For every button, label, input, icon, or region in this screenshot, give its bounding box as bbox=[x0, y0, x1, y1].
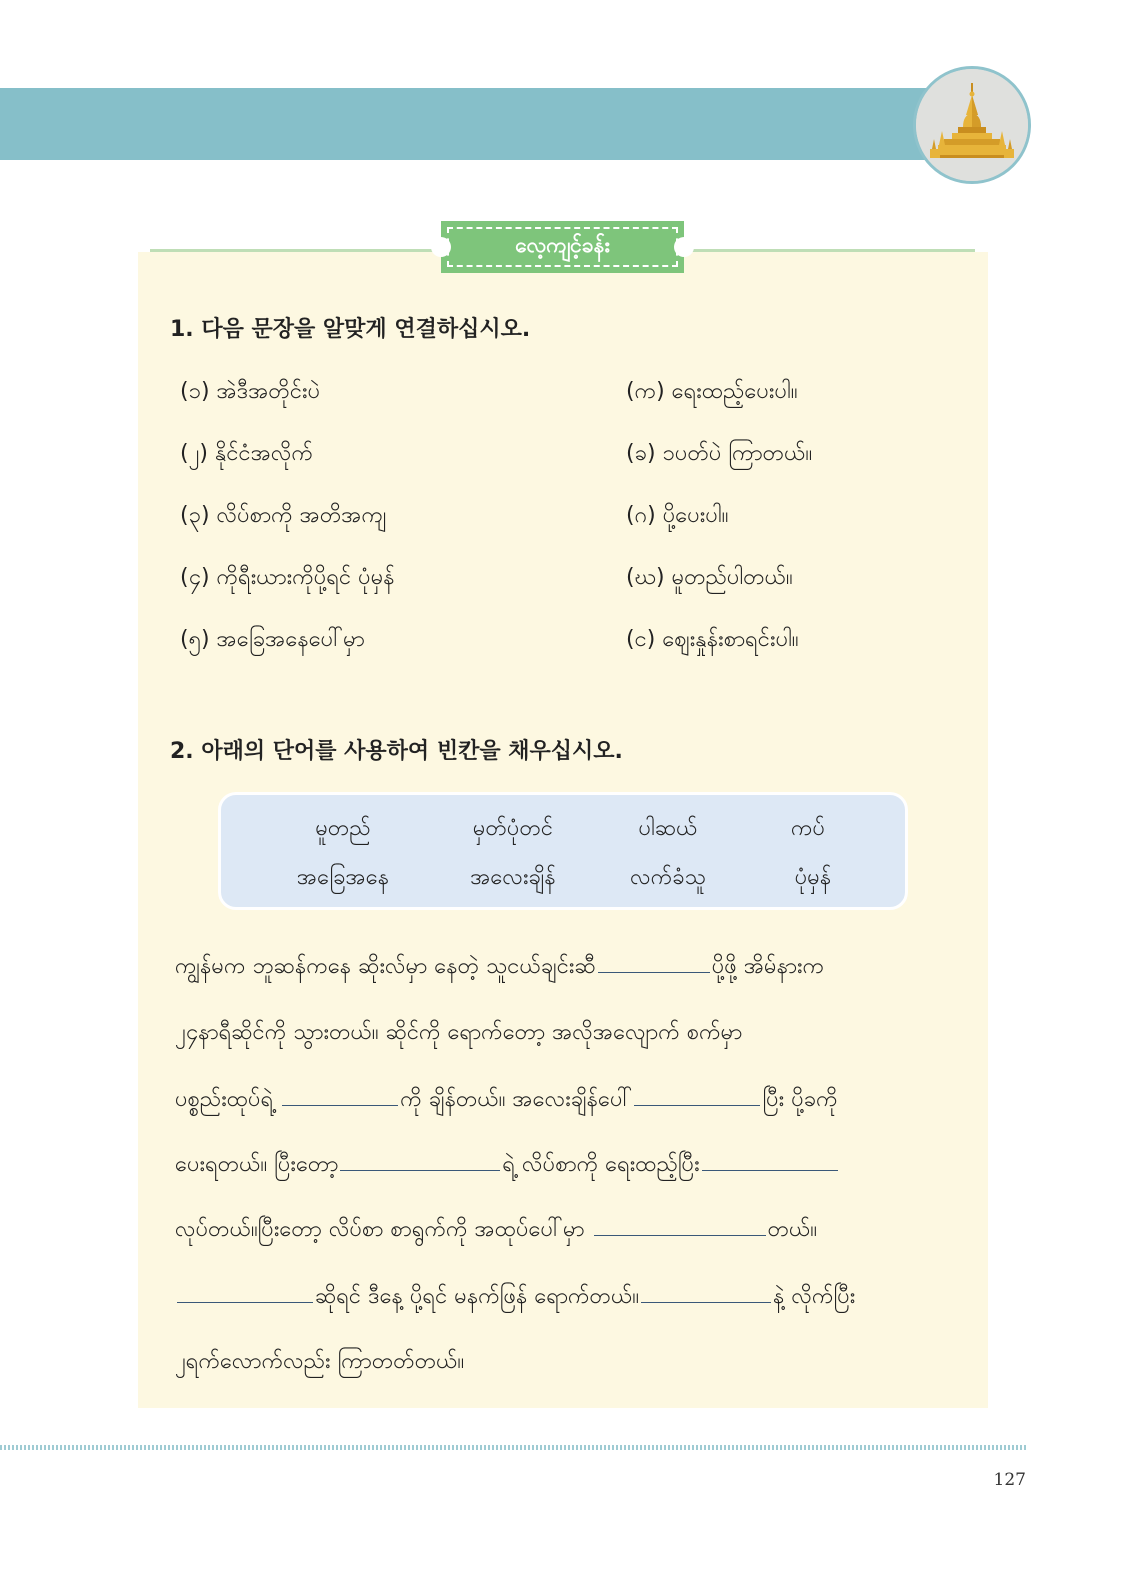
passage-line bbox=[175, 1148, 965, 1182]
header-banner bbox=[0, 88, 968, 160]
answer-blank bbox=[177, 1282, 313, 1303]
word-bank-item: အခြေအနေ bbox=[296, 865, 390, 890]
answer-blank bbox=[282, 1085, 398, 1106]
answer-blank bbox=[340, 1150, 500, 1171]
match-left-item: (၄) ကိုရီးယားကိုပို့ရင် ပုံမှန် bbox=[180, 565, 395, 590]
question1-heading: 1. 다음 문장을 알맞게 연결하십시오. bbox=[170, 317, 531, 342]
passage-line bbox=[175, 1213, 965, 1247]
passage-line bbox=[175, 1280, 965, 1314]
passage-text: ၂၄နာရီဆိုင်ကို သွားတယ်။ ဆိုင်ကို ရောက်တော့ အလိုအလျောက် စက်မှာ bbox=[175, 1020, 743, 1045]
passage-text: ကျွန်မက ဘူဆန်ကနေ ဆိုးလ်မှာ နေတဲ့ သူငယ်ချင်းဆီ bbox=[175, 954, 596, 979]
exercise-tag-label: လေ့ကျင့်ခန်း bbox=[447, 227, 678, 267]
pagoda-icon bbox=[916, 69, 1028, 181]
match-left-item: (၅) အခြေအနေပေါ်မှာ bbox=[180, 627, 365, 652]
passage-text: လုပ်တယ်။ပြီးတော့ လိပ်စာ စာရွက်ကို အထုပ်ပေါ်မှာ bbox=[175, 1217, 592, 1242]
word-bank-item: ပါဆယ် bbox=[638, 816, 698, 841]
passage-text: ပစ္စည်းထုပ်ရဲ့ bbox=[175, 1087, 281, 1112]
match-left-item: (၁) အဲဒီအတိုင်းပဲ bbox=[180, 379, 321, 404]
passage-text: ကို ချိန်တယ်။ အလေးချိန်ပေါ် bbox=[400, 1087, 633, 1112]
answer-blank bbox=[634, 1085, 760, 1106]
passage-text: ပေးရတယ်။ ပြီးတော့ bbox=[175, 1152, 339, 1177]
passage-text: ၂ရက်လောက်လည်း ကြာတတ်တယ်။ bbox=[175, 1349, 465, 1374]
passage-line bbox=[175, 1083, 965, 1117]
footer-dotted-rule bbox=[0, 1445, 1026, 1450]
page-number: 127 bbox=[993, 1470, 1026, 1490]
passage-text: ပြီး ပို့ခကို bbox=[762, 1087, 838, 1112]
passage-line bbox=[175, 950, 965, 984]
word-bank bbox=[218, 792, 908, 910]
match-left-item: (၃) လိပ်စာကို အတိအကျ bbox=[180, 503, 387, 528]
match-right-item: (က) ရေးထည့်ပေးပါ။ bbox=[626, 379, 798, 404]
passage-line bbox=[175, 1016, 965, 1050]
answer-blank bbox=[641, 1282, 771, 1303]
word-bank-item: လက်ခံသူ bbox=[630, 865, 706, 890]
passage-text: ရဲ့ လိပ်စာကို ရေးထည့်ပြီး bbox=[502, 1152, 700, 1177]
passage-text: ပို့ဖို့ အိမ်နားက bbox=[711, 954, 825, 979]
pagoda-emblem bbox=[913, 66, 1031, 184]
passage-text: နဲ့ လိုက်ပြီး bbox=[772, 1284, 856, 1309]
question2-heading: 2. 아래의 단어를 사용하여 빈칸을 채우십시오. bbox=[170, 739, 623, 764]
word-bank-item: ပုံမှန် bbox=[794, 865, 832, 890]
exercise-tag bbox=[441, 221, 684, 273]
match-right-item: (ဃ) မူတည်ပါတယ်။ bbox=[626, 565, 793, 590]
match-right-item: (ဂ) ပို့ပေးပါ။ bbox=[626, 503, 729, 528]
answer-blank bbox=[594, 1215, 766, 1236]
answer-blank bbox=[598, 952, 710, 973]
answer-blank bbox=[702, 1150, 838, 1171]
match-right-item: (ခ) ၁ပတ်ပဲ ကြာတယ်။ bbox=[626, 441, 813, 466]
word-bank-item: မှတ်ပုံတင် bbox=[472, 816, 554, 841]
word-bank-item: ကပ် bbox=[790, 816, 826, 841]
word-bank-item: အလေးချိန် bbox=[470, 865, 556, 890]
word-bank-item: မူတည် bbox=[315, 816, 371, 841]
passage-text: တယ်။ bbox=[767, 1217, 817, 1242]
passage-text: ဆိုရင် ဒီနေ့ ပို့ရင် မနက်ဖြန် ရောက်တယ်။ bbox=[315, 1284, 639, 1309]
match-right-item: (င) ဈေးနှုန်းစာရင်းပါ။ bbox=[626, 627, 799, 652]
passage-line bbox=[175, 1345, 965, 1379]
match-left-item: (၂) နိုင်ငံအလိုက် bbox=[180, 441, 314, 466]
